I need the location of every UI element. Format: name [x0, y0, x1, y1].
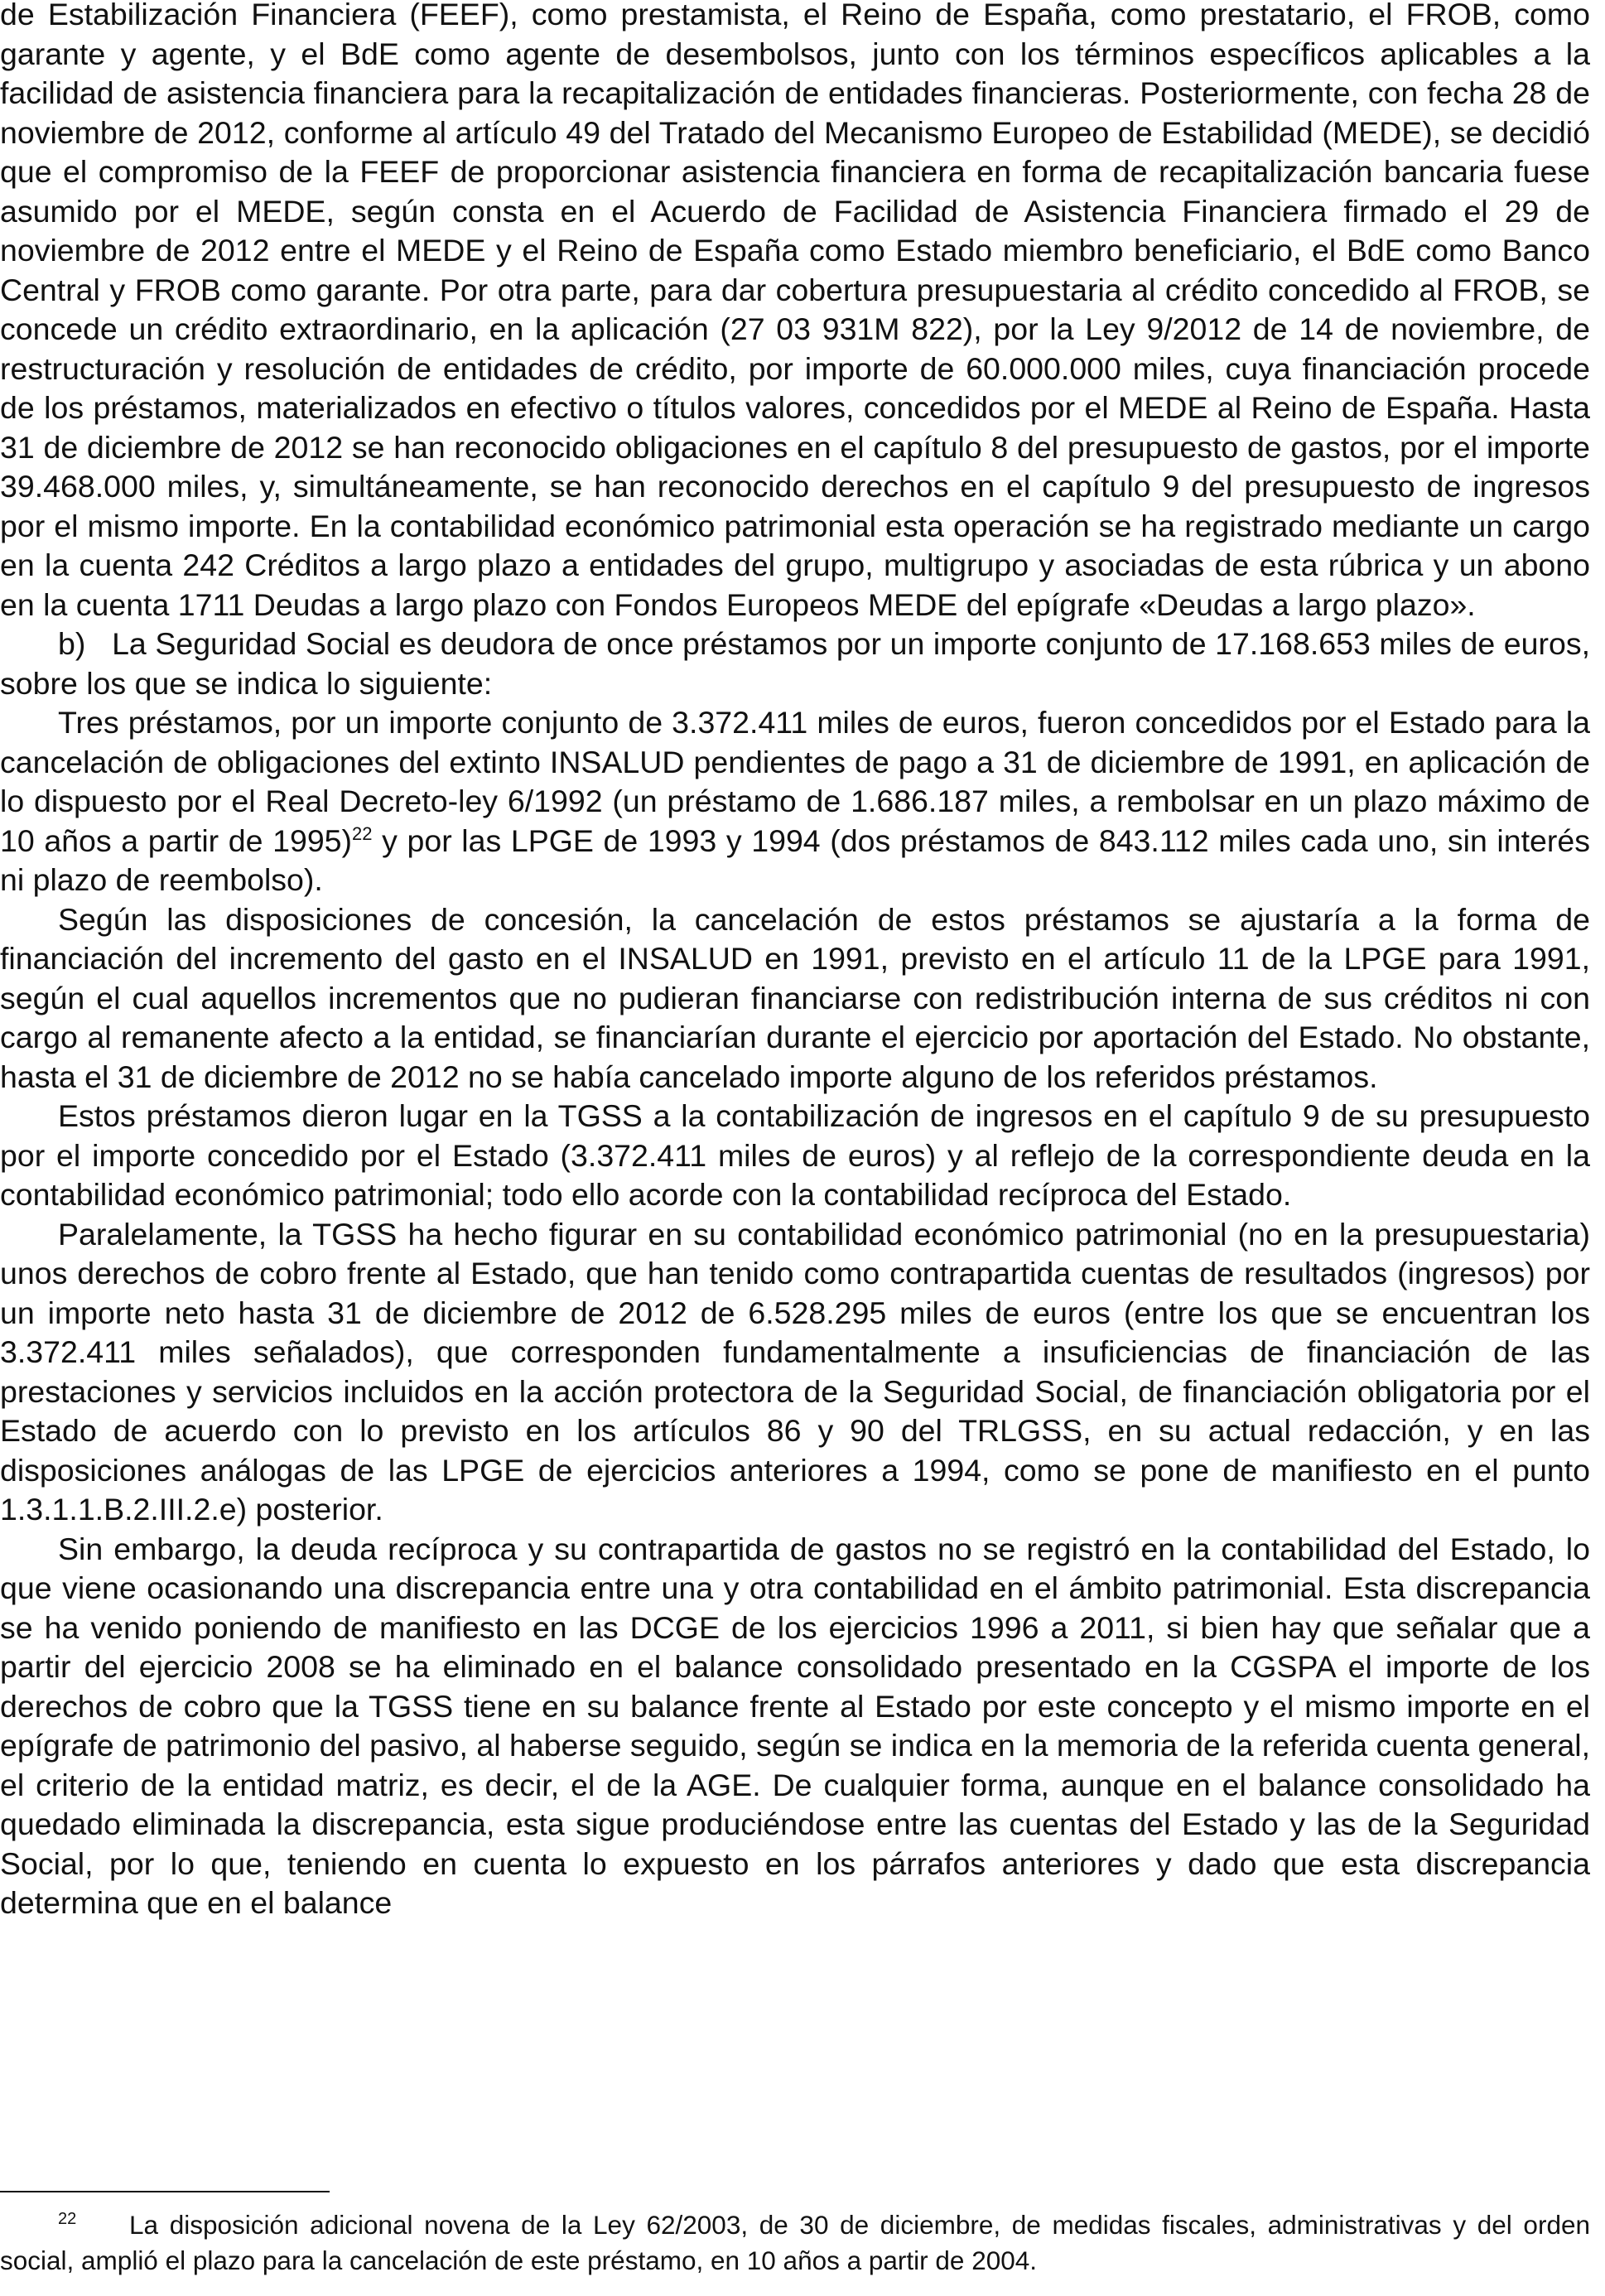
- paragraph-7: Sin embargo, la deuda recíproca y su contrapartida de gastos no se registró en la contabilidad del Estado, lo que viene ocasionando una discrepancia entre una y otra contabilidad en el ámbito patrimonial. Esta discrepancia se ha venido poniendo de manifiesto en las DCGE de los ejercicios 1996 a 2011, si bien hay que señalar que a partir del ejercicio 2008 se ha eliminado en el balance consolidado presentado en la CGSPA el importe de los derechos de cobro que la TGSS tiene en su balance frente al Estado por este concepto y el mismo importe en el epígrafe de patrimonio del pasivo, al haberse seguido, según se indica en la memoria de la referida cuenta general, el criterio de la entidad matriz, es decir, el de la AGE. De cualquier forma, aunque en el balance consolidado ha quedado eliminada la discrepancia, esta sigue produciéndose entre las cuentas del Estado y las de la Seguridad Social, por lo que, teniendo en cuenta lo expuesto en los párrafos anteriores y dado que esta discrepancia determina que en el balance: [0, 1531, 1590, 1920]
- paragraph-3: [0, 703, 1590, 900]
- paragraph-3-text-a: Tres préstamos, por un importe conjunto de 3.372.411 miles de euros, fueron concedidos por el Estado para la cancelación de obligaciones del extinto INSALUD pendientes de pago a 31 de diciembre de 1991, en aplicación de lo dispuesto por el Real Decreto-ley 6/1992 (un préstamo de 1.686.187 miles, a rembolsar en un plazo máximo de 10 años a partir de 1995): [0, 705, 1590, 858]
- paragraph-1: de Estabilización Financiera (FEEF), como prestamista, el Reino de España, como prestatario, el FROB, como garante y agente, y el BdE como agente de desembolsos, junto con los términos específicos aplicables a la facilidad de asistencia financiera para la recapitalización de entidades financieras. Posteriormente, con fecha 28 de noviembre de 2012, conforme al artículo 49 del Tratado del Mecanismo Europeo de Estabilidad (MEDE), se decidió que el compromiso de la FEEF de proporcionar asistencia financiera en forma de recapitalización bancaria fuese asumido por el MEDE, según consta en el Acuerdo de Facilidad de Asistencia Financiera firmado el 29 de noviembre de 2012 entre el MEDE y el Reino de España como Estado miembro beneficiario, el BdE como Banco Central y FROB como garante. Por otra parte, para dar cobertura presupuestaria al crédito concedido al FROB, se concede un crédito extraordinario, en la aplicación (27 03 931M 822), por la Ley 9/2012 de 14 de noviembre, de restructuración y resolución de entidades de crédito, por importe de 60.000.000 miles, cuya financiación procede de los préstamos, materializados en efectivo o títulos valores, concedidos por el MEDE al Reino de España. Hasta 31 de diciembre de 2012 se han reconocido obligaciones en el capítulo 8 del presupuesto de gastos, por el importe 39.468.000 miles, y, simultáneamente, se han reconocido derechos en el capítulo 9 del presupuesto de ingresos por el mismo importe. En la contabilidad económico patrimonial esta operación se ha registrado mediante un cargo en la cuenta 242 Créditos a largo plazo a entidades del grupo, multigrupo y asociadas de esta rúbrica y un abono en la cuenta 1711 Deudas a largo plazo con Fondos Europeos MEDE del epígrafe «Deudas a largo plazo».: [0, 0, 1590, 622]
- footnote-separator: [0, 2191, 330, 2192]
- footnote-reference[interactable]: 22: [352, 822, 373, 844]
- footnote: [0, 2207, 1590, 2279]
- footnote-text: La disposición adicional novena de la Ley 62/2003, de 30 de diciembre, de medidas fiscales, administrativas y del orden social, amplió el plazo para la cancelación de este préstamo, en 10 años a partir de 2004.: [0, 2210, 1590, 2275]
- paragraph-2: b) La Seguridad Social es deudora de once préstamos por un importe conjunto de 17.168.653 miles de euros, sobre los que se indica lo siguiente:: [0, 626, 1590, 701]
- paragraph-3-text-b: y por las LPGE de 1993 y 1994 (dos préstamos de 843.112 miles cada uno, sin interés ni plazo de reembolso).: [0, 822, 1590, 897]
- footnote-paragraph: 22 La disposición adicional novena de la Ley 62/2003, de 30 de diciembre, de medidas fiscales, administrativas y del orden social, amplió el plazo para la cancelación de este préstamo, en 10 años a partir de 2004.: [0, 2210, 1590, 2275]
- paragraph-4: Según las disposiciones de concesión, la cancelación de estos préstamos se ajustaría a la forma de financiación del incremento del gasto en el INSALUD en 1991, previsto en el artículo 11 de la LPGE para 1991, según el cual aquellos incrementos que no pudieran financiarse con redistribución interna de sus créditos ni con cargo al remanente afecto a la entidad, se financiarían durante el ejercicio por aportación del Estado. No obstante, hasta el 31 de diciembre de 2012 no se había cancelado importe alguno de los referidos préstamos.: [0, 901, 1590, 1094]
- paragraph-6: Paralelamente, la TGSS ha hecho figurar en su contabilidad económico patrimonial (no en la presupuestaria) unos derechos de cobro frente al Estado, que han tenido como contrapartida cuentas de resultados (ingresos) por un importe neto hasta 31 de diciembre de 2012 de 6.528.295 miles de euros (entre los que se encuentran los 3.372.411 miles señalados), que corresponden fundamentalmente a insuficiencias de financiación de las prestaciones y servicios incluidos en la acción protectora de la Seguridad Social, de financiación obligatoria por el Estado de acuerdo con lo previsto en los artículos 86 y 90 del TRLGSS, en su actual redacción, y en las disposiciones análogas de las LPGE de ejercicios anteriores a 1994, como se pone de manifiesto en el punto 1.3.1.1.B.2.III.2.e) posterior.: [0, 1216, 1590, 1527]
- paragraph-5: Estos préstamos dieron lugar en la TGSS a la contabilización de ingresos en el capítulo 9 de su presupuesto por el importe concedido por el Estado (3.372.411 miles de euros) y al reflejo de la correspondiente deuda en la contabilidad económico patrimonial; todo ello acorde con la contabilidad recíproca del Estado.: [0, 1098, 1590, 1212]
